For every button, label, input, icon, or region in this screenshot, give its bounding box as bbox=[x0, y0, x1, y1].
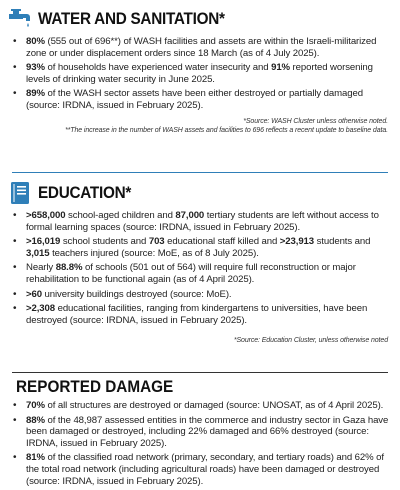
list-item: • 88% of the 48,987 assessed entities in the commerce and industry sector in Gaza have been damaged or destroyed, including 22% damaged and 66% destroyed (source: IRDNA, issued in February 2025). bbox=[26, 415, 392, 450]
water-title: WATER AND SANITATION* bbox=[38, 9, 225, 28]
list-item: • 93% of households have experienced water insecurity and 91% reported worsening levels of drinking water security in June 2025. bbox=[26, 62, 392, 85]
education-footnote: *Source: Education Cluster, unless otherwise noted bbox=[233, 337, 388, 345]
list-item: • 89% of the WASH sector assets have been either destroyed or partially damaged (source: IRDNA, issued in February 2025). bbox=[26, 88, 392, 111]
water-footnote-1: *Source: WASH Cluster unless otherwise noted. bbox=[243, 117, 388, 125]
list-item: • >60 university buildings destroyed (source: MoE). bbox=[26, 289, 392, 301]
education-section bbox=[0, 180, 400, 345]
faucet-icon bbox=[8, 7, 32, 31]
book-icon bbox=[8, 181, 32, 205]
list-item: • >16,019 school students and 703 educational staff killed and >23,913 students and 3,015 teachers injured (source: MoE, as of 8 July 2025). bbox=[26, 236, 392, 259]
damage-list bbox=[0, 400, 400, 487]
list-item: • 81% of the classified road network (primary, secondary, and tertiary roads) and 62% of the total road network (including agricultural roads) have been damaged or destroyed (source: IRDNA, issued in February 2025). bbox=[26, 452, 392, 487]
section-divider bbox=[12, 372, 388, 373]
damage-section bbox=[0, 376, 400, 490]
education-title: EDUCATION* bbox=[38, 183, 132, 202]
water-section bbox=[0, 6, 400, 135]
water-list bbox=[0, 36, 400, 112]
list-item: • Nearly 88.8% of schools (501 out of 564) will require full reconstruction or major rehabilitation to be functional again (as of 4 April 2025). bbox=[26, 262, 392, 285]
water-footnote-2: **The increase in the number of WASH assets and facilities to 696 reflects a recent update to baseline data. bbox=[65, 126, 388, 134]
water-header bbox=[0, 6, 400, 32]
damage-title: REPORTED DAMAGE bbox=[16, 377, 174, 396]
list-item: • >658,000 school-aged children and 87,000 tertiary students are left without access to formal learning spaces (source: IRDNA, issued in February 2025). bbox=[26, 210, 392, 233]
damage-header bbox=[0, 376, 400, 398]
education-list bbox=[0, 210, 400, 326]
education-header bbox=[0, 180, 400, 206]
list-item: • >2,308 educational facilities, ranging from kindergartens to universities, have been destroyed (source: IRDNA, issued in February 2025). bbox=[26, 303, 392, 326]
section-divider bbox=[12, 172, 388, 173]
list-item: • 70% of all structures are destroyed or damaged (source: UNOSAT, as of 4 April 2025). bbox=[26, 400, 392, 412]
list-item: • 80% (555 out of 696**) of WASH facilities and assets are within the Israeli-militarized zone or under displacement orders since 18 March (as of 4 July 2025). bbox=[26, 36, 392, 59]
